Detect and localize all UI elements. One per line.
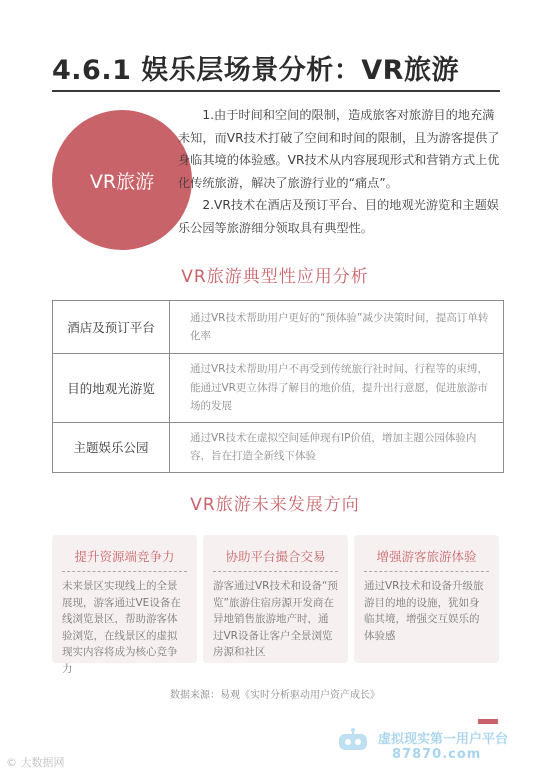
future-card [354,535,499,663]
card-body: 通过VR技术和设备升级旅游目的地的设施，犹如身临其境，增强交互娱乐的体验感 [364,580,484,642]
row-label: 目的地观光游览 [53,354,170,423]
row-description: 通过VR技术帮助用户不再受到传统旅行社时间、行程等的束缚，能通过VR更立体得了解目的地价值，提升出行意愿，促进旅游市场的发展 [170,354,504,423]
applications-table [52,300,504,473]
card-title: 增强游客旅游体验 [376,549,477,564]
card-body: 未来景区实现线上的全景展现，游客通过VE设备在线浏览景区，帮助游客体验浏览，在线景区的虚拟现实内容将成为核心竞争力 [62,580,181,675]
applications-section-title: VR旅游典型性应用分析 [181,267,369,287]
watermark-right-url: 87870.com [392,747,482,762]
card-title: 协助平台撮合交易 [225,549,326,564]
card-divider [364,571,489,572]
row-description: 通过VR技术在虚拟空间延伸现有IP价值，增加主题公园体验内容，旨在打造全新线下体验 [170,422,504,472]
row-label: 酒店及预订平台 [53,301,170,354]
page-title: 4.6.1 娱乐层场景分析：VR旅游 [52,55,459,86]
table-row [53,354,504,423]
title-divider [52,90,500,92]
intro-paragraph-1: 1.由于时间和空间的限制，造成旅客对旅游目的地充满未知，而VR技术打破了空间和时间的限制，且为游客提供了身临其境的体验感。VR技术从内容展现形式和营销方式上优化传统旅游，解决了旅游行业的“痛点”。 [178,108,500,190]
card-divider [213,571,338,572]
watermark-left: © 大数据网 [6,756,65,769]
future-card [203,535,348,663]
robot-logo-icon [336,728,370,754]
card-body: 游客通过VR技术和设备“预览”旅游住宿房源开发商在异地销售旅游地产时，通过VR设备让客户全景浏览房源和社区 [213,580,338,658]
badge-label: VR旅游 [89,170,155,193]
vr-tourism-badge [52,110,192,250]
row-label: 主题娱乐公园 [53,422,170,472]
table-row [53,301,504,354]
row-description: 通过VR技术帮助用户更好的“预体验”减少决策时间，提高订单转化率 [170,301,504,354]
future-card [52,535,197,675]
watermark-right-title: 虚拟现实第一用户平台 [378,732,509,747]
table-row [53,422,504,472]
data-source-note: 数据来源：易观《实时分析驱动用户资产成长》 [170,690,380,701]
future-section-title: VR旅游未来发展方向 [190,495,360,515]
card-divider [62,571,187,572]
card-title: 提升资源端竞争力 [74,549,175,564]
intro-paragraph-2: 2.VR技术在酒店及预订平台、目的地观光游览和主题娱乐公园等旅游细分领取具有典型性。 [178,198,499,235]
page-marker [478,719,498,724]
intro-text [178,104,503,239]
